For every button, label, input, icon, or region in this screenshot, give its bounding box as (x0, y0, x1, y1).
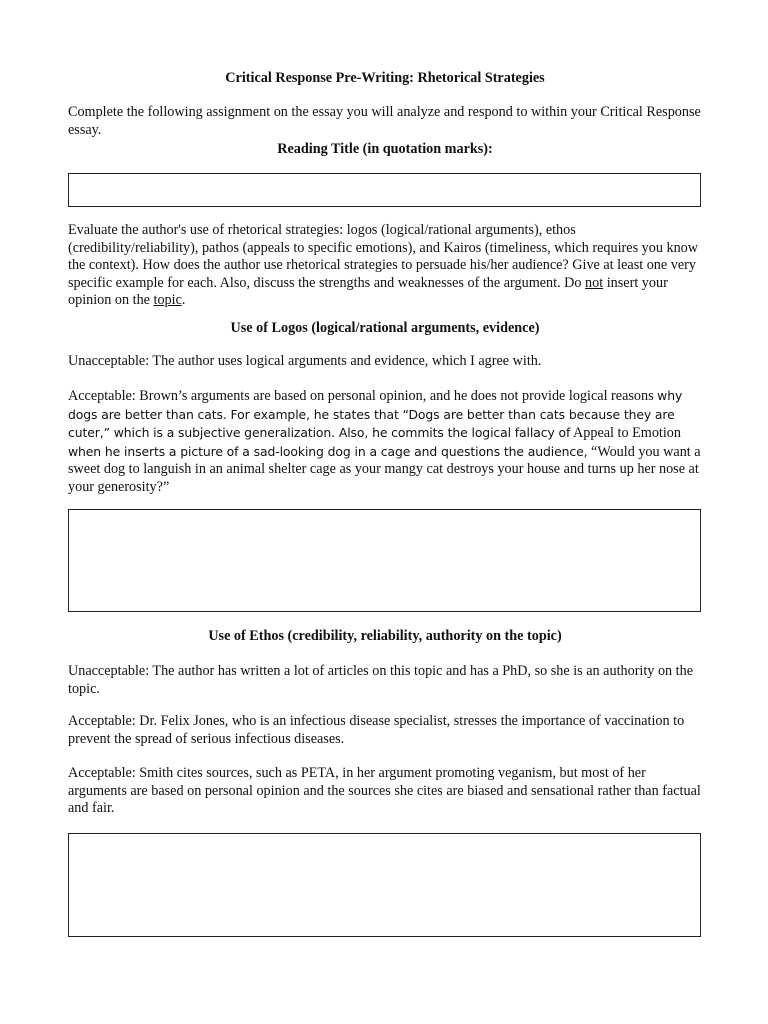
logos-acceptable-text-c: “Would you want a sweet dog to languish in an animal shelter cage as your mangy cat destroys your house and turns up her nose at your generosity?” (68, 443, 701, 495)
intro-text: Complete the following assignment on the essay you will analyze and respond to within your Critical Response essay. (68, 104, 701, 138)
evaluate-topic-underlined: topic (153, 292, 182, 309)
ethos-unacceptable: Unacceptable: The author has written a lot of articles on this topic and has a PhD, so she is an authority on the topic. (68, 663, 694, 697)
logos-heading: Use of Logos (logical/rational arguments, evidence) (230, 320, 540, 336)
ethos-acceptable-1: Acceptable: Dr. Felix Jones, who is an infectious disease specialist, stresses the importance of vaccination to prevent the spread of serious infectious diseases. (68, 713, 685, 747)
ethos-acceptable-2: Acceptable: Smith cites sources, such as PETA, in her argument promoting veganism, but most of her arguments are based on personal opinion and the sources she cites are biased and sensational rather than factual and fair. (68, 765, 701, 817)
page-title: Critical Response Pre-Writing: Rhetorical Strategies (225, 70, 545, 86)
evaluate-text-part2: insert your opinion on the (68, 274, 668, 309)
evaluate-text-part1: Evaluate the author's use of rhetorical strategies: logos (logical/rational arguments), ethos (credibility/reliability), pathos (appeals to specific emotions), and Kairos (timeliness, which requires you know the context). How does the author use rhetorical strategies to persuade his/her audience? Give at least one very specific example for each. Also, discuss the strengths and weaknesses of the argument. Do (68, 222, 698, 291)
reading-title-label: Reading Title (in quotation marks): (277, 141, 493, 157)
logos-acceptable-text-sans: why dogs are better than cats. For example, he states that “Dogs are better than cats because they are cuter,” which is a subjective generalization. Also, he commits the logical fallacy of (68, 388, 683, 441)
evaluate-instructions (68, 222, 702, 310)
logos-acceptable (68, 387, 702, 497)
logos-acceptable-text-b: Appeal to Emotion (570, 425, 681, 442)
logos-acceptable-text-a: Acceptable: Brown’s arguments are based on personal opinion, and he does not provide logical reasons (68, 388, 658, 404)
logos-answer-box[interactable] (68, 509, 701, 612)
evaluate-not-underlined: not (585, 274, 604, 291)
reading-title-input[interactable] (68, 173, 701, 207)
logos-acceptable-text-sans2: when he inserts a picture of a sad-looking dog in a cage and questions the audience, (68, 443, 588, 459)
ethos-heading: Use of Ethos (credibility, reliability, authority on the topic) (208, 628, 562, 644)
logos-unacceptable: Unacceptable: The author uses logical arguments and evidence, which I agree with. (68, 353, 542, 369)
evaluate-text-end: . (181, 292, 186, 309)
ethos-answer-box[interactable] (68, 833, 701, 937)
